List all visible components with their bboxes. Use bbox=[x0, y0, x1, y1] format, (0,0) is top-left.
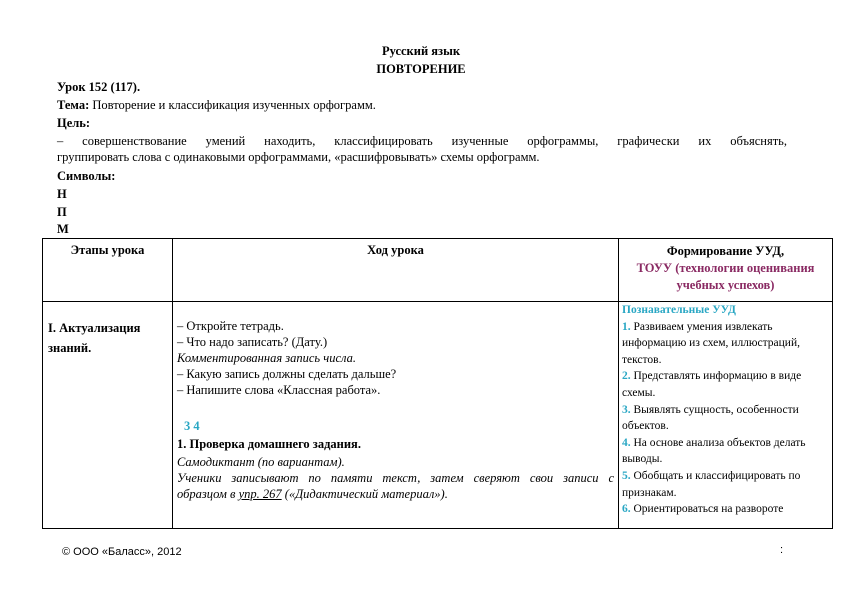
table-row bbox=[43, 302, 833, 529]
stage-cell: I. Актуализация знаний. bbox=[43, 302, 173, 529]
course-cell bbox=[173, 302, 619, 529]
theme-label: Тема: bbox=[57, 98, 90, 112]
students-line-1: Ученики записывают по памяти текст, затем сверяют свои записи с bbox=[177, 471, 614, 485]
footer-colon: : bbox=[780, 544, 784, 556]
course-line-5: – Напишите слова «Классная работа». bbox=[177, 383, 381, 397]
page-title: ПОВТОРЕНИЕ bbox=[376, 62, 466, 76]
symbol-m: М bbox=[57, 222, 69, 236]
course-line-3: Комментированная запись числа. bbox=[177, 351, 356, 365]
goal-text bbox=[57, 133, 787, 165]
table-header-row bbox=[43, 239, 833, 302]
goal-label: Цель: bbox=[57, 116, 91, 130]
symbol-p: П bbox=[57, 205, 67, 219]
uud-item: 1. Развиваем умения извлекать информацию из схем, иллюстраций, текстов. bbox=[622, 320, 800, 366]
header-course: Ход урока bbox=[173, 239, 619, 302]
header-uud bbox=[619, 239, 833, 302]
theme-text: Повторение и классификация изученных орфограмм. bbox=[92, 98, 376, 112]
students-post: («Дидактический материал»). bbox=[281, 487, 448, 501]
students-line-2 bbox=[177, 486, 614, 502]
uud-title: Формирование УУД, bbox=[666, 244, 785, 258]
check-title: 1. Проверка домашнего задания. bbox=[177, 437, 361, 451]
course-numbers: 3 4 bbox=[184, 419, 200, 433]
lesson-number: Урок 152 (117). bbox=[57, 80, 141, 94]
uud-item: 4. На основе анализа объектов делать выводы. bbox=[622, 436, 806, 466]
students-pre: образцом в bbox=[177, 487, 239, 501]
goal-line-1: – совершенствование умений находить, классифицировать изученные орфограммы, графически их объяснять, bbox=[57, 134, 787, 148]
dictation-line: Самодиктант (по вариантам). bbox=[177, 455, 345, 469]
uud-item: 5. Обобщать и классифицировать по признакам. bbox=[622, 469, 801, 499]
lesson-theme bbox=[57, 98, 376, 113]
uud-tou: ТОУУ (технологии оценивания bbox=[636, 261, 815, 275]
uud-item: 2. Представлять информацию в виде схемы. bbox=[622, 370, 802, 399]
uud-tou-2: учебных успехов) bbox=[676, 278, 775, 292]
exercise-link[interactable]: упр. 267 bbox=[238, 487, 282, 501]
subject-title: Русский язык bbox=[381, 44, 461, 58]
uud-heading: Познавательные УУД bbox=[622, 304, 736, 316]
uud-item: 6. Ориентироваться на развороте bbox=[622, 503, 784, 516]
header-stages: Этапы урока bbox=[43, 239, 173, 302]
symbols-label: Символы: bbox=[57, 169, 116, 183]
uud-item: 3. Выявлять сущность, особенности объектов. bbox=[622, 403, 799, 433]
course-line-1: – Откройте тетрадь. bbox=[177, 319, 284, 333]
course-line-4: – Какую запись должны сделать дальше? bbox=[177, 367, 397, 381]
symbol-n: Н bbox=[57, 187, 67, 201]
goal-line-2: группировать слова с одинаковыми орфограммами, «расшифровывать» схемы орфограмм. bbox=[57, 150, 540, 164]
course-line-2: – Что надо записать? (Дату.) bbox=[177, 335, 328, 349]
footer-copyright: © ООО «Баласс», 2012 bbox=[62, 546, 182, 558]
lesson-table bbox=[42, 238, 833, 529]
uud-cell bbox=[619, 302, 833, 529]
